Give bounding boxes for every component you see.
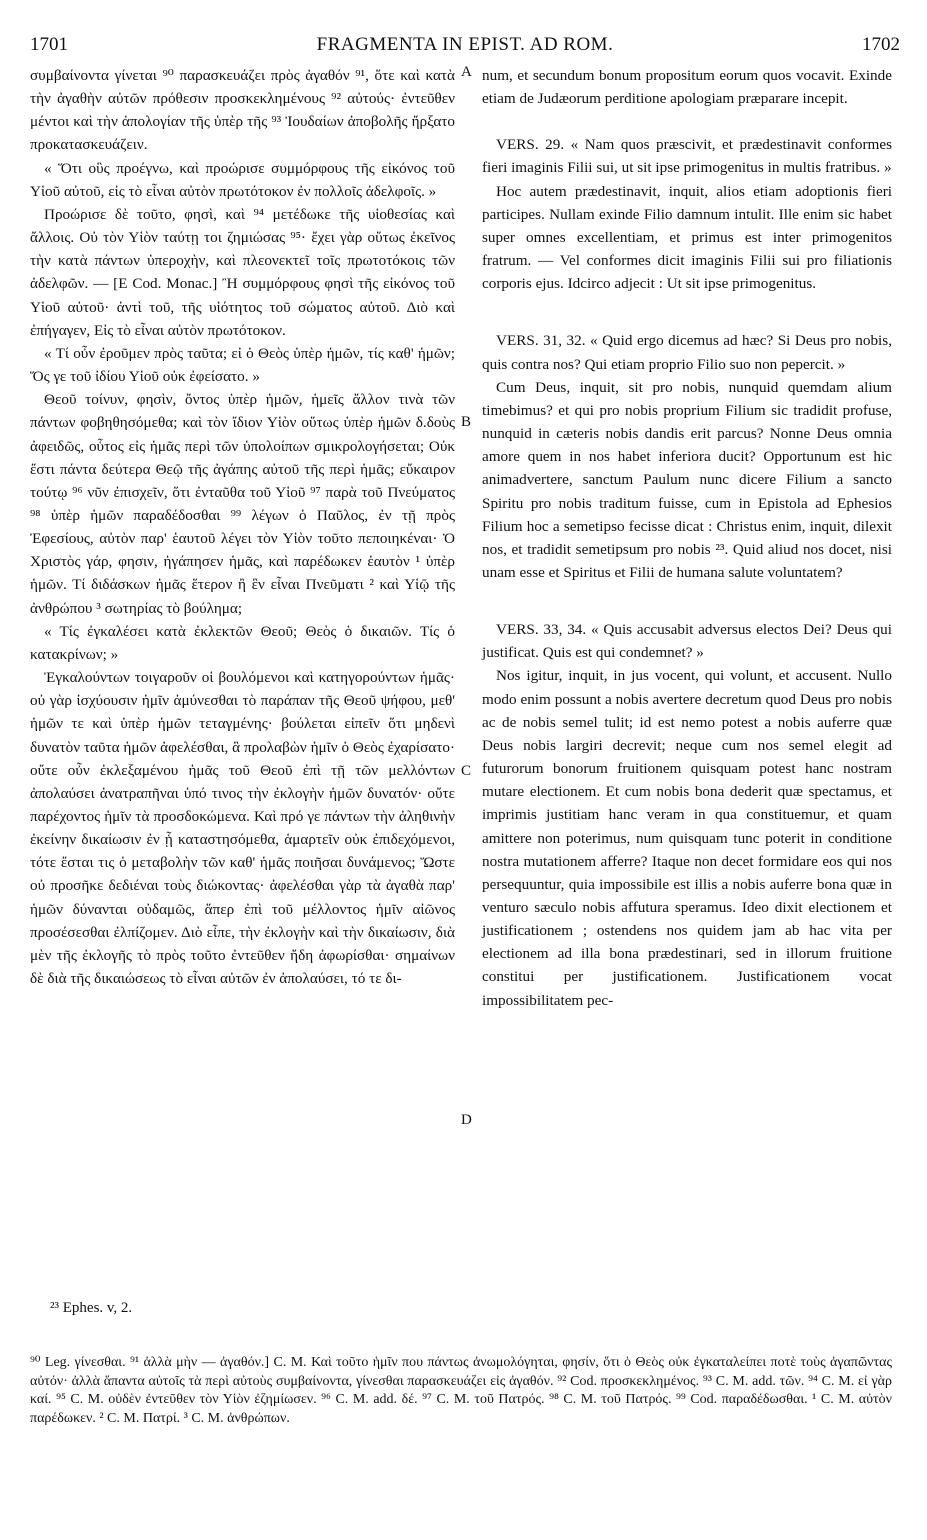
greek-verse-33: « Τίς ἐγκαλέσει κατὰ ἐκλεκτῶν Θεοῦ; Θεὸς ὁ δικαιῶν. Τίς ὁ κατακρίνων; » xyxy=(30,622,455,663)
margin-letter-d: D xyxy=(461,1112,472,1128)
latin-paragraph-3: Cum Deus, inquit, sit pro nobis, nunquid quemdam alium timebimus? et qui pro nobis proprium Filium sic tradidit profuse, nunquid in cæteris nobis dandis erit parcus? Nonne Deus omnia amore quem in nos habet inferiora ducit? Opportunum est hic animadvertere, sanctum Paulum nunc dicere Filium a sancto Spiritu pro nobis traditum fuisse, cum in Epistola ad Ephesios Filium hoc a semetipso fecisse dicat : Christus enim, inquit, dilexit nos, et tradidit semetipsum pro nobis ²³. Quid aliud nos docet, nisi unam esse et Spiritus et Filii de humana salute voluntatem? xyxy=(482,378,892,581)
page-number-left: 1701 xyxy=(30,34,68,55)
latin-verse-31: VERS. 31, 32. « Quid ergo dicemus ad hæc? Si Deus pro nobis, quis contra nos? Qui etiam proprio Filio suo non pepercit. » xyxy=(482,332,892,373)
greek-verse-29: « Ὅτι οὓς προέγνω, καὶ προώρισε συμμόρφους τῆς εἰκόνος τοῦ Υἱοῦ αὐτοῦ, εἰς τὸ εἶναι αὐτὸν πρωτότοκον ἐν πολλοῖς ἀδελφοῖς. » xyxy=(30,159,455,200)
margin-letter-b: B xyxy=(461,414,472,430)
latin-verse-29: VERS. 29. « Nam quos præscivit, et prædestinavit conformes fieri imaginis Filii sui, ut sit ipse primogenitus in multis fratribus. » xyxy=(482,136,892,177)
latin-paragraph-1: num, et secundum bonum propositum eorum quos vocavit. Exinde etiam de Judæorum perditione apologiam præparare incepit. xyxy=(482,67,892,108)
greek-paragraph-1: συμβαίνοντα γίνεται ⁹⁰ παρασκευάζει πρὸς ἀγαθόν ⁹¹, ὅτε καὶ κατὰ τὴν ἀγαθὴν αὐτῶν πρόθεσιν προσκεκλημένους ⁹² αὐτούς· ἐντεῦθεν μέντοι καὶ τὴν ἀπολογίαν τῆς ὑπὲρ τῆς ⁹³ Ἰουδαίων ἀποβολῆς ἤρξατο προκατασκευάζειν. xyxy=(30,67,455,154)
latin-paragraph-4: Nos igitur, inquit, in jus vocent, qui volunt, et accusent. Nullo modo enim possunt a nobis avertere decretum quod Deus pro nobis ac de nobis semel tulit; id est nemo potest a nobis auferre quæ Deus nobis largiri decrevit; neque cum nos semel elegit ad futurorum bonorum fruitionem quisquam potest hanc nostram mutare electionem. Et cum nobis bona dederit quæ spectamus, et imprimis justitiam hanc veram in qua constituemur, et quam amittere non poterimus, num quisquam tunc poterit in conditione nostra mutationem afferre? Itaque non decet formidare eos qui nos persequuntur, quia impossibile est illis a nobis auferre bona quæ in venturo sæculo nobis affutura speramus. Ideo dixit electionem et justificationem ; ostendens nos quidem jam ab hac vita per electionem ad illa bona prædestinari, sed in illorum fruitione constitui per justificationem. Justificationem vocat impossibilitatem pec- xyxy=(482,667,892,1009)
latin-paragraph-2: Hoc autem prædestinavit, inquit, alios etiam adoptionis fieri participes. Nullam exinde Filio damnum intulit. Ille enim sic habet super omnes excellentiam, et primus est inter primogenitos fratrum. — Vel conformes dicit imaginis Filii sui pro filiationis corporis ejus. Idcirco adjecit : Ut sit ipse primogenitus. xyxy=(482,182,892,293)
greek-column xyxy=(30,64,455,990)
greek-paragraph-4: Ἐγκαλούντων τοιγαροῦν οἱ βουλόμενοι καὶ κατηγορούντων ἡμᾶς· οὐ γὰρ ἰσχύουσιν ἡμῖν ἀμύνεσθαι τὸ παράπαν τῆς Θεοῦ ψήφου, μεθ' ἡμῶν τε καὶ ὑπὲρ ἡμῶν τεταγμένης· βούλεται εἰπεῖν ὅτι μηδενὶ δυνατὸν ταῦτα ἡμῶν ἀφελέσθαι, ἃ προλαβὼν ἡμῖν ὁ Θεὸς ἐχαρίσατο· οὔτε οὖν ἐκλεξαμένου ἡμᾶς τοῦ Θεοῦ ἐπὶ τῇ τῶν μελλόντων ἀπολαύσει ἀνατραπῆναι ὑπό τινος τὴν ἐκλογὴν ἡμῶν δυνατόν· οὔτε παρέχοντος ἡμῖν τὰ προσδοκώμενα. Καὶ πρό γε πάντων τὴν ἀληθινὴν ἐκείνην δικαίωσιν ἐν ᾗ καταστησόμεθα, ἁμαρτεῖν οὐκ ἐπιδεχόμενοι, τότε ἔσται τις ὁ μεταβολὴν τῶν καθ' ἡμᾶς ποιῆσαι δυνάμενος; Ὥστε οὐ προσῆκε δεδιέναι τοὺς διώκοντας· ἀφελέσθαι γὰρ τὰ ἀγαθὰ παρ' ἡμῶν δύνανται οὐδαμῶς, ἅπερ ἐπὶ τοῦ μέλλοντος ἡμῖν αἰῶνος προσέσεσθαι ἐλπίζομεν. Διὸ εἶπε, τὴν ἐκλογὴν καὶ τὴν δικαίωσιν, διὰ μὲν τῆς ἐκλογῆς τὸ πρὸς τοῦτο ἐντεῦθεν ἤδη ἀφωρίσθαι· σημαίνων δὲ διὰ τῆς δικαιώσεως τὸ εἶναι αὐτῶν ἐν ἀπολαύσει, τό τε δι- xyxy=(30,669,455,988)
apparatus-notes: ⁹⁰ Leg. γίνεσθαι. ⁹¹ ἀλλὰ μὴν — ἀγαθόν.] C. M. Καὶ τοῦτο ἡμῖν που πάντως ἀνωμολόγηται, φησίν, ὅτι ὁ Θεὸς οὐκ ἐγκαταλείπει ποτὲ τοὺς ἀγαπῶντας αὐτόν· ἀλλὰ ἅπαντα αὐτοῖς τὰ περὶ αὐτοὺς συμβαίνοντα, γίνεσθαι παρασκευάζει εἰς ἀγαθόν. ⁹² Cod. προσκεκλημένος. ⁹³ C. M. add. τῶν. ⁹⁴ C. M. εἰ γὰρ καί. ⁹⁵ C. M. οὐδὲν ἐντεῦθεν τὸν Υἱὸν ἐζημίωσεν. ⁹⁶ C. M. add. δέ. ⁹⁷ C. M. τοῦ Πατρός. ⁹⁸ C. M. τοῦ Πατρός. ⁹⁹ Cod. παραδέδωσθαι. ¹ C. M. αὐτὸν παρέδωκεν. ² C. M. Πατρί. ³ C. M. ἀνθρώπων. xyxy=(30,1355,892,1426)
greek-paragraph-3: Θεοῦ τοίνυν, φησὶν, ὄντος ὑπὲρ ἡμῶν, ἡμεῖς ἄλλον τινὰ τῶν πάντων φοβηθησόμεθα; καὶ τὸν ἴδιον Υἱὸν οὕτως ὑπὲρ ἡμῶν δ.δοὺς ἀφειδῶς, οὗτος εἰς ἡμᾶς περὶ τῶν ὑπολοίπων σμικρολογήσεται; Οὐκ ἔστι πάντα δεύτερα Θεῷ τῆς ἀγάπης αὐτοῦ τῆς περὶ ἡμᾶς; εὔκαιρον τούτῳ ⁹⁶ νῦν ἐπισχεῖν, ὅτι ἐνταῦθα τοῦ Υἱοῦ ⁹⁷ παρὰ τοῦ Πνεύματος ⁹⁸ ὑπὲρ ἡμῶν παραδέδοσθαι ⁹⁹ λέγων ὁ Παῦλος, ἐν τῇ πρὸς Ἐφεσίους, αὐτὸν παρ' ἑαυτοῦ λέγει τὸν Υἱὸν τοῦτο πεποιηκέναι· Ὁ Χριστὸς γάρ, φησιν, ἠγάπησεν ἡμᾶς, καὶ παρέδωκεν ἑαυτὸν ¹ ὑπὲρ ἡμῶν. Τί διδάσκων ἡμᾶς ἕτερον ἢ ἓν εἶναι Πνεῦματι ² καὶ Υἱῷ τῆς ἀνθρώπου ³ σωτηρίας τὸ βούλημα; xyxy=(30,391,455,617)
greek-paragraph-2: Προώρισε δὲ τοῦτο, φησὶ, καὶ ⁹⁴ μετέδωκε τῆς υἱοθεσίας καὶ ἄλλοις. Οὐ τὸν Υἱὸν ταύτῃ τοι ζημιώσας ⁹⁵· ἔχει γὰρ οὕτως ἐκεῖνος τὴν κατὰ πάντων ὑπεροχὴν, καὶ πλεονεκτεῖ τοῖς πρωτοτόκοις τῶν ἀδελφῶν. — [E Cod. Monac.] Ἢ συμμόρφους φησὶ τῆς εἰκόνος τοῦ Υἱοῦ αὐτοῦ· ἀντὶ τοῦ, τῆς υἱότητος τοῦ σώματος αὐτοῦ. Διὸ καὶ ἐπήγαγεν, Εἰς τὸ εἶναι αὐτὸν πρωτότοκον. xyxy=(30,205,455,339)
running-title: FRAGMENTA IN EPIST. AD ROM. xyxy=(316,34,614,55)
scripture-footnote: ²³ Ephes. v, 2. xyxy=(50,1300,133,1316)
latin-column xyxy=(482,64,892,1012)
page-number-right: 1702 xyxy=(862,34,900,55)
greek-verse-31: « Τί οὖν ἐροῦμεν πρὸς ταῦτα; εἰ ὁ Θεὸς ὑπὲρ ἡμῶν, τίς καθ' ἡμῶν; Ὅς γε τοῦ ἰδίου Υἱοῦ οὐκ ἐφείσατο. » xyxy=(30,344,455,386)
running-header xyxy=(30,34,900,64)
critical-apparatus xyxy=(30,1354,892,1428)
margin-letter-a: A xyxy=(461,64,472,80)
margin-letter-c: C xyxy=(461,763,472,779)
latin-verse-33: VERS. 33, 34. « Quis accusabit adversus electos Dei? Deus qui justificat. Quis est qui condemnet? » xyxy=(482,621,892,662)
